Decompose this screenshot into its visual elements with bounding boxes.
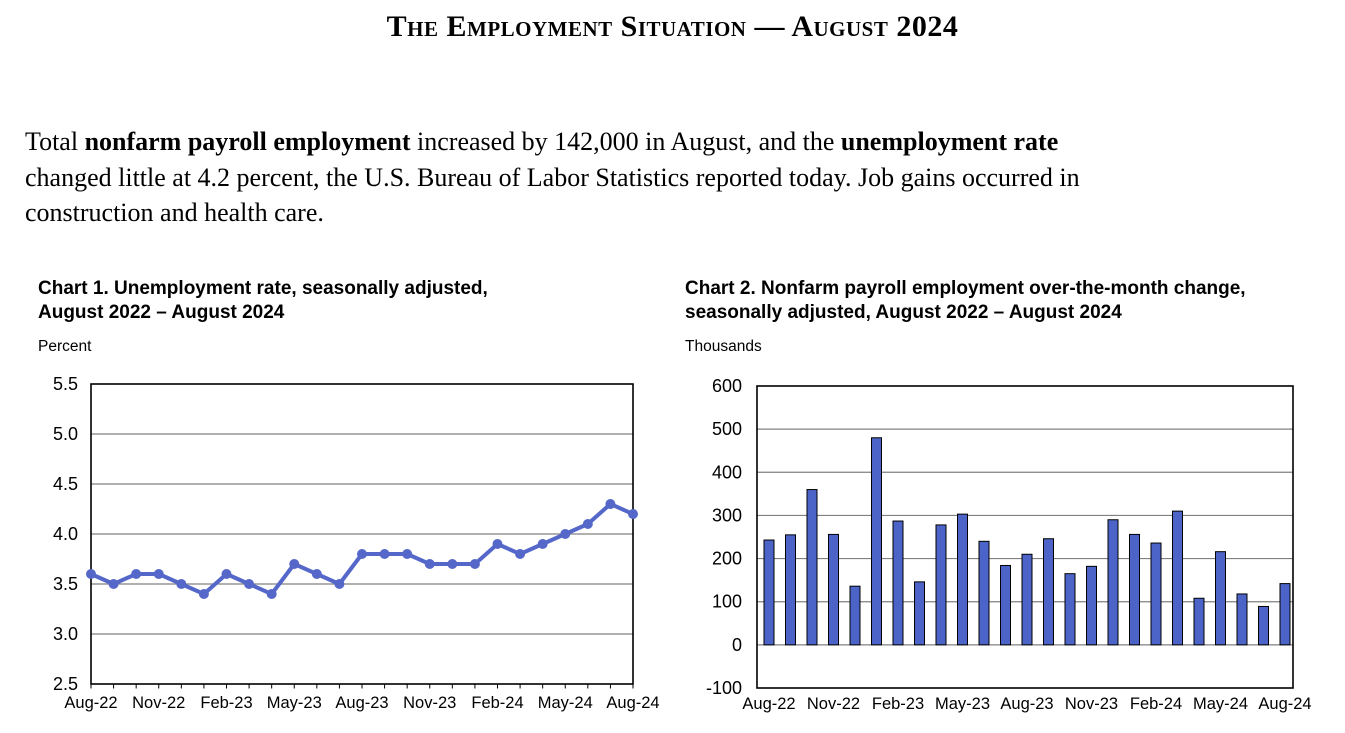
data-point-marker xyxy=(493,539,503,549)
payroll-bar xyxy=(1237,594,1247,645)
x-axis-label: Nov-23 xyxy=(403,694,457,712)
payroll-change-chart xyxy=(680,366,1345,726)
data-point-marker xyxy=(289,559,299,569)
x-axis-label: Feb-24 xyxy=(471,694,524,712)
payroll-bar xyxy=(807,490,817,645)
x-axis-label: Aug-22 xyxy=(64,694,118,712)
chart1-title-line2: August 2022 – August 2024 xyxy=(38,302,285,323)
x-axis-label: Aug-22 xyxy=(742,695,796,713)
y-axis-label: 600 xyxy=(711,376,742,396)
data-point-marker xyxy=(199,589,209,599)
data-point-marker xyxy=(267,589,277,599)
y-axis-label: -100 xyxy=(705,678,742,698)
payroll-bar xyxy=(979,541,989,645)
intro-bold-run: unemployment rate xyxy=(840,127,1059,156)
data-point-marker xyxy=(244,579,254,589)
payroll-bar xyxy=(829,534,839,644)
payroll-bar xyxy=(1173,511,1183,645)
intro-line xyxy=(25,160,1320,196)
y-axis-label: 0 xyxy=(731,634,742,655)
data-point-marker xyxy=(515,549,525,559)
intro-line xyxy=(25,195,1320,231)
y-axis-label: 4.5 xyxy=(52,474,78,494)
y-axis-label: 100 xyxy=(711,591,742,612)
data-point-marker xyxy=(380,549,390,559)
y-axis-label: 200 xyxy=(711,548,742,569)
y-axis-label: 300 xyxy=(711,505,742,526)
x-axis-label: Nov-23 xyxy=(1064,695,1119,713)
data-point-marker xyxy=(86,569,96,579)
payroll-bar xyxy=(764,540,774,645)
data-point-marker xyxy=(628,509,638,519)
data-point-marker xyxy=(357,549,367,559)
chart2-unit-label: Thousands xyxy=(685,338,762,355)
payroll-bar xyxy=(1151,543,1161,645)
data-point-marker xyxy=(222,569,232,579)
chart2-title xyxy=(685,277,1246,325)
data-point-marker xyxy=(131,569,141,579)
payroll-bar xyxy=(958,514,968,645)
payroll-bar xyxy=(786,535,796,645)
page-title: The Employment Situation — August 2024 xyxy=(386,10,959,43)
data-point-marker xyxy=(154,569,164,579)
data-point-marker xyxy=(334,579,344,589)
payroll-bar xyxy=(872,438,882,645)
intro-paragraph xyxy=(25,124,1320,231)
y-axis-label: 5.0 xyxy=(52,424,78,444)
data-point-marker xyxy=(470,559,480,569)
y-axis-label: 500 xyxy=(711,419,742,440)
y-axis-label: 400 xyxy=(711,462,742,483)
payroll-bar xyxy=(915,582,925,645)
x-axis-label: May-23 xyxy=(934,695,991,713)
x-axis-label: May-24 xyxy=(537,694,593,712)
data-point-marker xyxy=(402,549,412,559)
data-point-marker xyxy=(583,519,593,529)
y-axis-label: 3.5 xyxy=(52,574,78,594)
payroll-bar xyxy=(1130,534,1140,644)
x-axis-label: Feb-23 xyxy=(871,695,925,713)
payroll-bar xyxy=(1259,606,1269,644)
payroll-bar xyxy=(936,525,946,645)
data-point-marker xyxy=(560,529,570,539)
payroll-bar xyxy=(1108,520,1118,645)
intro-bold-run: nonfarm payroll employment xyxy=(84,127,411,156)
x-axis-label: Aug-24 xyxy=(1258,695,1312,713)
data-point-marker xyxy=(538,539,548,549)
intro-text-run: increased by 142,000 in August, and the xyxy=(410,127,841,156)
chart2-title-line1: Chart 2. Nonfarm payroll employment over-the-month change, xyxy=(685,278,1246,299)
y-axis-label: 2.5 xyxy=(52,674,78,694)
x-axis-label: Aug-23 xyxy=(1000,695,1054,713)
payroll-bar xyxy=(850,586,860,645)
payroll-bar xyxy=(1065,574,1075,645)
chart1-title xyxy=(38,277,488,325)
y-axis-label: 5.5 xyxy=(52,374,78,394)
chart1-title-line1: Chart 1. Unemployment rate, seasonally adjusted, xyxy=(38,278,488,299)
unemployment-rate-chart xyxy=(0,366,670,726)
x-axis-label: May-23 xyxy=(266,694,322,712)
x-axis-label: Aug-23 xyxy=(335,694,389,712)
data-point-marker xyxy=(605,499,615,509)
data-point-marker xyxy=(425,559,435,569)
y-axis-label: 4.0 xyxy=(52,524,78,544)
payroll-bar xyxy=(1022,554,1032,645)
payroll-bar xyxy=(1087,566,1097,645)
payroll-bar xyxy=(1280,584,1290,645)
intro-text-run: Total xyxy=(25,127,85,156)
x-axis-label: Nov-22 xyxy=(132,694,186,712)
payroll-bar xyxy=(1001,565,1011,644)
data-point-marker xyxy=(109,579,119,589)
intro-line xyxy=(25,124,1320,160)
chart2-title-line2: seasonally adjusted, August 2022 – August 2024 xyxy=(685,302,1122,323)
intro-text-run: construction and health care. xyxy=(25,198,324,227)
data-point-marker xyxy=(176,579,186,589)
x-axis-label: May-24 xyxy=(1192,695,1249,713)
payroll-bar xyxy=(1194,598,1204,645)
x-axis-label: Feb-24 xyxy=(1129,695,1183,713)
y-axis-label: 3.0 xyxy=(52,624,78,644)
payroll-bar xyxy=(1044,539,1054,645)
payroll-bar xyxy=(1216,552,1226,645)
chart1-unit-label: Percent xyxy=(38,338,92,355)
x-axis-label: Aug-24 xyxy=(606,694,660,712)
data-point-marker xyxy=(312,569,322,579)
intro-text-run: changed little at 4.2 percent, the U.S. Bureau of Labor Statistics reported today. Job gains occurred in xyxy=(25,162,1080,192)
payroll-bar xyxy=(893,521,903,645)
data-point-marker xyxy=(447,559,457,569)
x-axis-label: Nov-22 xyxy=(806,695,861,713)
x-axis-label: Feb-23 xyxy=(200,694,253,712)
